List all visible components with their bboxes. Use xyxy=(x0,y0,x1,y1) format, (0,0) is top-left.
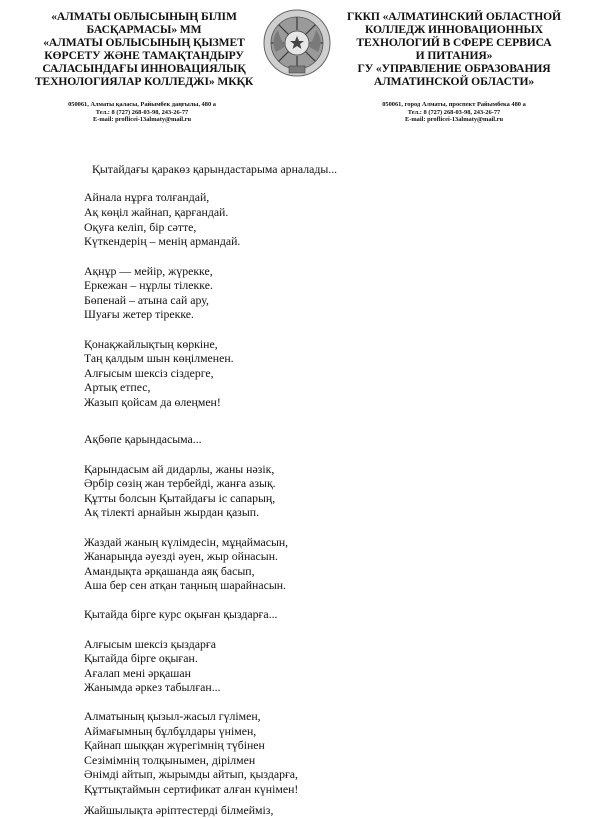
right-address: 050061, город Алматы, проспект Райымбека 480 а xyxy=(382,101,526,108)
poem-line: Қарындасым ай дидарлы, жаны нәзік, xyxy=(84,462,275,476)
right-org-line: И ПИТАНИЯ» xyxy=(415,49,493,62)
poem-line: Артық етпес, xyxy=(84,380,151,394)
poem-line: Жанымда әркез табылған... xyxy=(84,680,221,694)
poem-line: Амандықта әрқашанда аяқ басып, xyxy=(84,564,255,578)
left-org-line: САЛАСЫНДАҒЫ ИННОВАЦИЯЛЫҚ xyxy=(42,62,246,75)
right-contact-info xyxy=(338,101,570,124)
poem-line: Әрбір сөзің жан тербейді, жанға азық. xyxy=(84,476,276,490)
poem-line: Оқуға келіп, бір сәтте, xyxy=(84,220,197,234)
poem-line: Таң қалдым шын көңілменен. xyxy=(84,351,234,365)
poem-line: Айнала нұрға толғандай, xyxy=(84,190,210,204)
right-org-line: ТЕХНОЛОГИЙ В СФЕРЕ СЕРВИСА xyxy=(356,36,552,49)
poem-line: Аша бер сен атқан таңның шарайнасын. xyxy=(84,578,287,592)
poem-line: Шуағы жетер тірекке. xyxy=(84,307,194,321)
right-org-line: КОЛЛЕДЖ ИННОВАЦИОННЫХ xyxy=(364,23,544,36)
poem-line: Қайнап шыққан жүрегімнің түбінен xyxy=(84,738,265,752)
right-phone: Тел.: 8 (727) 268-03-98, 243-26-77 xyxy=(407,108,501,116)
dedication-heading: Қытайда бірге курс оқыған қыздарға... xyxy=(84,607,278,621)
right-org-line: ГУ «УПРАВЛЕНИЕ ОБРАЗОВАНИЯ xyxy=(357,62,551,75)
left-contact-info xyxy=(26,101,258,124)
poem-line: Ағалап мені әрқашан xyxy=(84,666,191,680)
poem-line: Алғысым шексіз сіздерге, xyxy=(84,366,214,380)
poem-line: Жайшылықта әріптестерді білмейміз, xyxy=(84,803,274,817)
poem-line: Алматының қызыл-жасыл гүлімен, xyxy=(84,709,261,723)
right-organization-name xyxy=(338,10,570,88)
poem-line: Ақ тілекті арнайын жырдан қазып. xyxy=(84,505,260,519)
poem-line: Әнімді айтып, жырымды айтып, қыздарға, xyxy=(84,767,298,781)
right-org-line: АЛМАТИНСКОЙ ОБЛАСТИ» xyxy=(373,75,535,88)
poem-line: Жанарыңда әуезді әуен, жыр ойнасын. xyxy=(84,549,278,563)
left-org-line: «АЛМАТЫ ОБЛЫСЫНЫҢ ҚЫЗМЕТ xyxy=(43,36,245,49)
dedication-heading: Ақбөпе қарындасыма... xyxy=(84,432,202,446)
poem-line: Қонақжайлықтың көркіне, xyxy=(84,337,218,351)
left-email: E-mail: proflicei-13almaty@mail.ru xyxy=(92,116,192,124)
left-org-line: «АЛМАТЫ ОБЛЫСЫНЫҢ БІЛІМ xyxy=(51,10,237,23)
right-org-line: ГККП «АЛМАТИНСКИЙ ОБЛАСТНОЙ xyxy=(347,10,561,23)
left-org-line: КӨРСЕТУ ЖӘНЕ ТАМАҚТАНДЫРУ xyxy=(44,49,244,62)
dedication-heading: Қытайдағы қаракөз қарындастарыма арналады... xyxy=(92,162,338,176)
left-org-line: ТЕХНОЛОГИЯЛАР КОЛЛЕДЖІ» МКҚК xyxy=(34,75,254,88)
poem-line: Күткендерің – менің армандай. xyxy=(84,234,241,248)
poem-line: Жазып қойсам да өлеңмен! xyxy=(84,395,221,409)
right-email: E-mail: proflicei-13almaty@mail.ru xyxy=(404,116,504,124)
left-phone: Тел.: 8 (727) 268-03-98, 243-26-77 xyxy=(95,108,189,116)
poem-line: Ақнұр — мейір, жүрекке, xyxy=(84,264,213,278)
poem-line: Бөпенай – атына сай ару, xyxy=(84,293,209,307)
left-organization-name xyxy=(28,10,260,88)
left-org-line: БАСҚАРМАСЫ» ММ xyxy=(86,23,202,36)
poem-line: Құттықтаймын сертификат алған күнімен! xyxy=(84,782,299,796)
kazakhstan-state-emblem-icon xyxy=(262,8,332,78)
poem-line: Қытайда бірге оқыған. xyxy=(84,651,198,665)
poem-line: Сезімімнің толқынымен, дірілмен xyxy=(84,753,256,767)
letterhead xyxy=(0,8,596,126)
poem-line: Алғысым шексіз қыздарға xyxy=(84,637,216,651)
poem-line: Еркежан – нұрлы тілекке. xyxy=(84,278,213,292)
poem-line: Құтты болсын Қытайдағы іс сапарың, xyxy=(84,491,276,505)
poem-line: Жаздай жаның күлімдесін, мұңаймасын, xyxy=(84,535,289,549)
poem-line: Ақ көңіл жайнап, қарғандай. xyxy=(84,205,229,219)
poem-line: Аймағымның бұлбұлдары үнімен, xyxy=(84,724,257,738)
left-address: 050061, Алматы қаласы, Райымбек даңғылы, 480 а xyxy=(68,101,216,108)
